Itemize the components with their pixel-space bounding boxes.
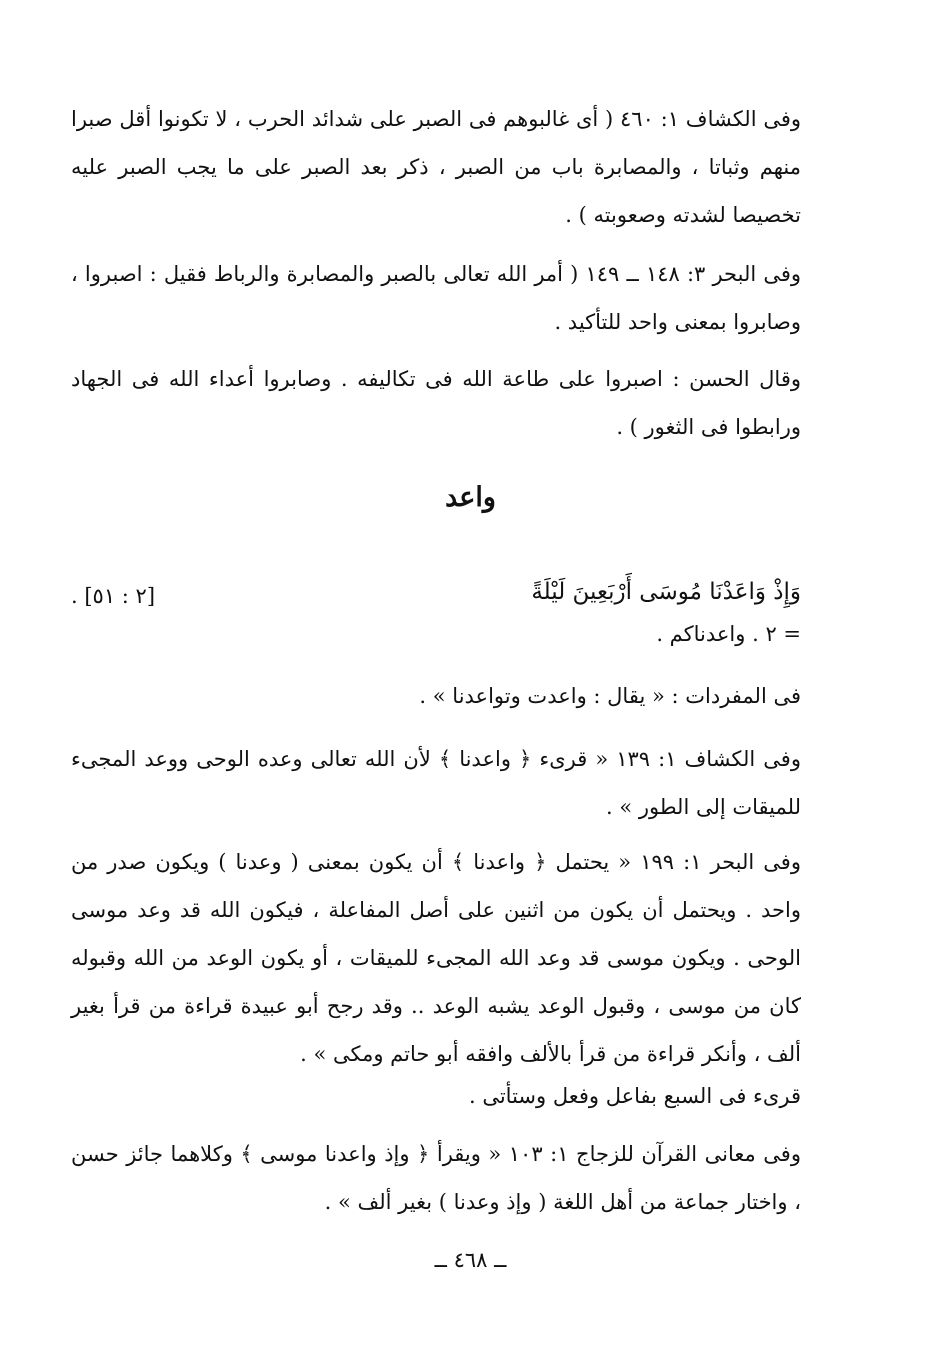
page-number: ــ ٤٦٨ ــ <box>434 1248 507 1272</box>
quran-verse <box>71 570 801 614</box>
verse-text: وَإِذْ وَاعَدْنَا مُوسَى أَرْبَعِينَ لَيْلَةً <box>531 579 801 605</box>
verse-occurrence-count: = ٢ . واعدناكم . <box>656 622 801 646</box>
paragraph-sab-readings: قرىء فى السبع بفاعل وفعل وستأتى . <box>468 1084 801 1108</box>
paragraph-mufradat: فى المفردات : « يقال : واعدت وتواعدنا » . <box>419 684 801 708</box>
paragraph-zajjaj: وفى معانى القرآن للزجاج ١: ١٠٣ « ويقرأ ﴿ وإذ واعدنا موسى ﴾ وكلاهما جائز حسن ، واختار جماعة من أهل اللغة ( وإذ وعدنا ) بغير ألف » . <box>71 1142 801 1214</box>
verse-reference: [٢ : ٥١] . <box>71 584 156 608</box>
paragraph-kashshaf-waadna: وفى الكشاف ١: ١٣٩ « قرىء ﴿ واعدنا ﴾ لأن الله تعالى وعده الوحى ووعد المجىء للميقات إلى الطور » . <box>71 747 801 819</box>
paragraph-hasan: وقال الحسن : اصبروا على طاعة الله فى تكاليفه . وصابروا أعداء الله فى الجهاد ورابطوا فى الثغور ) . <box>71 367 801 439</box>
paragraph-kashshaf-sabr: وفى الكشاف ١: ٤٦٠ ( أى غالبوهم فى الصبر على شدائد الحرب ، لا تكونوا أقل صبرا منهم وثباتا ، والمصابرة باب من الصبر ، ذكر بعد الصبر على ما يجب الصبر عليه تخصيصا لشدته وصعوبته ) . <box>71 107 802 227</box>
paragraph-bahr-sabr: وفى البحر ٣: ١٤٨ ــ ١٤٩ ( أمر الله تعالى بالصبر والمصابرة والرباط فقيل : اصبروا ، وصابروا بمعنى واحد للتأكيد . <box>71 262 802 334</box>
entry-heading: واعد <box>445 482 496 513</box>
paragraph-bahr-waadna: وفى البحر ١: ١٩٩ « يحتمل ﴿ واعدنا ﴾ أن يكون بمعنى ( وعدنا ) ويكون صدر من واحد . ويحتمل أن يكون من اثنين على أصل المفاعلة ، فيكون الله قد وعد موسى الوحى . ويكون موسى قد وعد الله المجىء للميقات ، أو يكون الوعد من الله وقبوله كان من موسى ، وقبول الوعد يشبه الوعد .. وقد رجح أبو عبيدة قراءة من قرأ بغير ألف ، وأنكر قراءة من قرأ بالألف وافقه أبو حاتم ومكى » . <box>71 850 801 1066</box>
